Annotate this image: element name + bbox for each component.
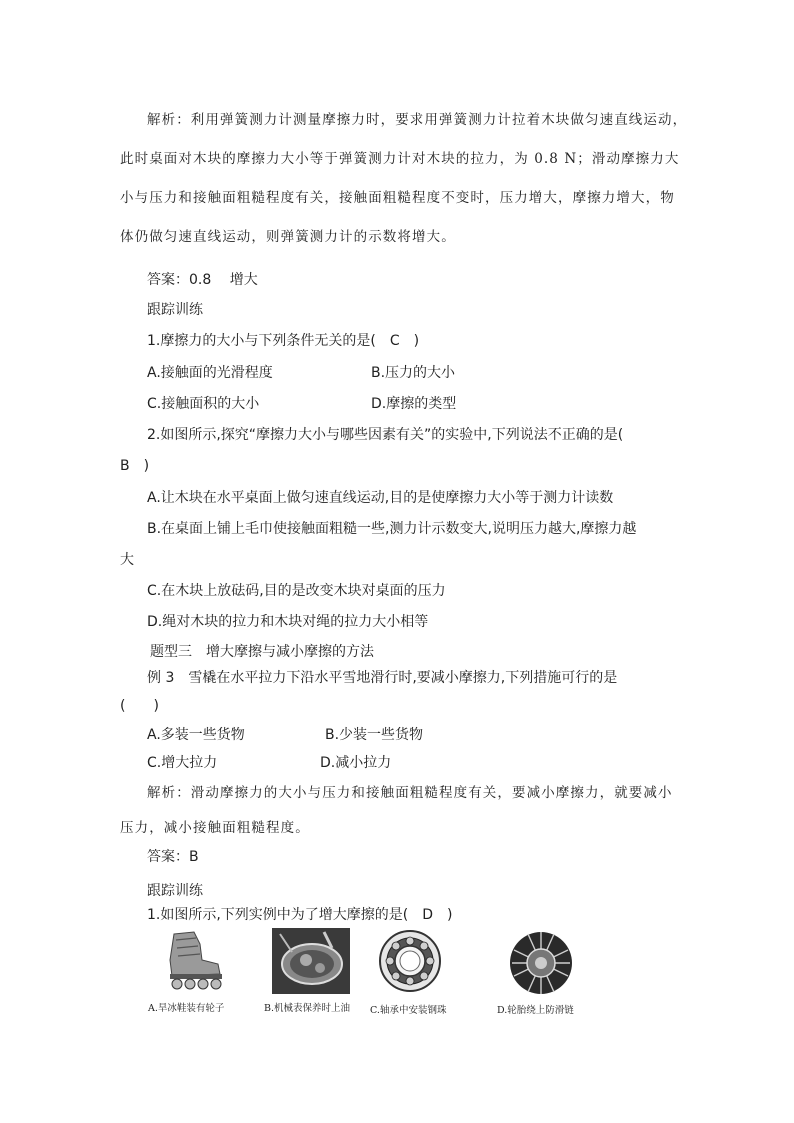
example-3-stem-line-2: ( ) bbox=[120, 698, 159, 714]
example-3-stem-line-1: 例 3 雪橇在水平拉力下沿水平雪地滑行时,要减小摩擦力,下列措施可行的是 bbox=[147, 670, 618, 686]
analysis-line-1: 解析：利用弹簧测力计测量摩擦力时，要求用弹簧测力计拉着木块做匀速直线运动， bbox=[147, 112, 688, 128]
caption-a: A.旱冰鞋装有轮子 bbox=[148, 1003, 225, 1014]
question-2-option-d: D.绳对木块的拉力和木块对绳的拉力大小相等 bbox=[147, 614, 429, 630]
analysis-line-3: 小与压力和接触面粗糙程度有关，接触面粗糙程度不变时，压力增大，摩擦力增大，物 bbox=[120, 190, 675, 206]
question-1-option-d: D.摩擦的类型 bbox=[371, 396, 457, 412]
watch-maintenance-image bbox=[272, 928, 350, 994]
analysis-line-2: 此时桌面对木块的摩擦力大小等于弹簧测力计对木块的拉力，为 0.8 N；滑动摩擦力大 bbox=[120, 151, 680, 167]
example-3-option-c: C.增大拉力 bbox=[147, 755, 218, 771]
section-heading-3: 题型三 增大摩擦与减小摩擦的方法 bbox=[150, 644, 374, 660]
follow-heading-1: 跟踪训练 bbox=[147, 302, 203, 318]
question-4-stem: 1.如图所示,下列实例中为了增大摩擦的是( D ) bbox=[147, 907, 453, 923]
caption-d: D.轮胎绕上防滑链 bbox=[497, 1005, 574, 1016]
question-2-stem-line-2: B ) bbox=[120, 458, 150, 474]
follow-heading-2: 跟踪训练 bbox=[147, 883, 203, 899]
question-1-option-c: C.接触面积的大小 bbox=[147, 396, 260, 412]
question-2-option-a: A.让木块在水平桌面上做匀速直线运动,目的是使摩擦力大小等于测力计读数 bbox=[147, 490, 614, 506]
caption-c: C.轴承中安装钢珠 bbox=[370, 1005, 447, 1016]
analysis-3-line-2: 压力，减小接触面粗糙程度。 bbox=[120, 820, 310, 836]
question-2-option-b-line-2: 大 bbox=[120, 552, 134, 568]
analysis-3-line-1: 解析：滑动摩擦力的大小与压力和接触面粗糙程度有关，要减小摩擦力，就要减小 bbox=[147, 785, 673, 801]
question-2-stem-line-1: 2.如图所示,探究“摩擦力大小与哪些因素有关”的实验中,下列说法不正确的是( bbox=[147, 427, 624, 443]
example-3-option-d: D.减小拉力 bbox=[320, 755, 392, 771]
answer-3: 答案：B bbox=[147, 849, 199, 865]
example-3-option-a: A.多装一些货物 bbox=[147, 727, 245, 743]
question-1-stem: 1.摩擦力的大小与下列条件无关的是( C ) bbox=[147, 333, 420, 349]
answer-1: 答案：0.8 增大 bbox=[147, 272, 258, 288]
example-3-option-b: B.少装一些货物 bbox=[325, 727, 424, 743]
question-1-option-b: B.压力的大小 bbox=[371, 365, 456, 381]
caption-b: B.机械表保养时上油 bbox=[264, 1003, 351, 1014]
roller-skate-image bbox=[160, 930, 228, 992]
question-1-option-a: A.接触面的光滑程度 bbox=[147, 365, 273, 381]
analysis-line-4: 体仍做匀速直线运动，则弹簧测力计的示数将增大。 bbox=[120, 229, 456, 245]
ball-bearing-image bbox=[376, 928, 444, 994]
question-2-option-b-line-1: B.在桌面上铺上毛巾使接触面粗糙一些,测力计示数变大,说明压力越大,摩擦力越 bbox=[147, 521, 637, 537]
question-2-option-c: C.在木块上放砝码,目的是改变木块对桌面的压力 bbox=[147, 583, 446, 599]
snow-chain-tire-image bbox=[508, 930, 574, 996]
